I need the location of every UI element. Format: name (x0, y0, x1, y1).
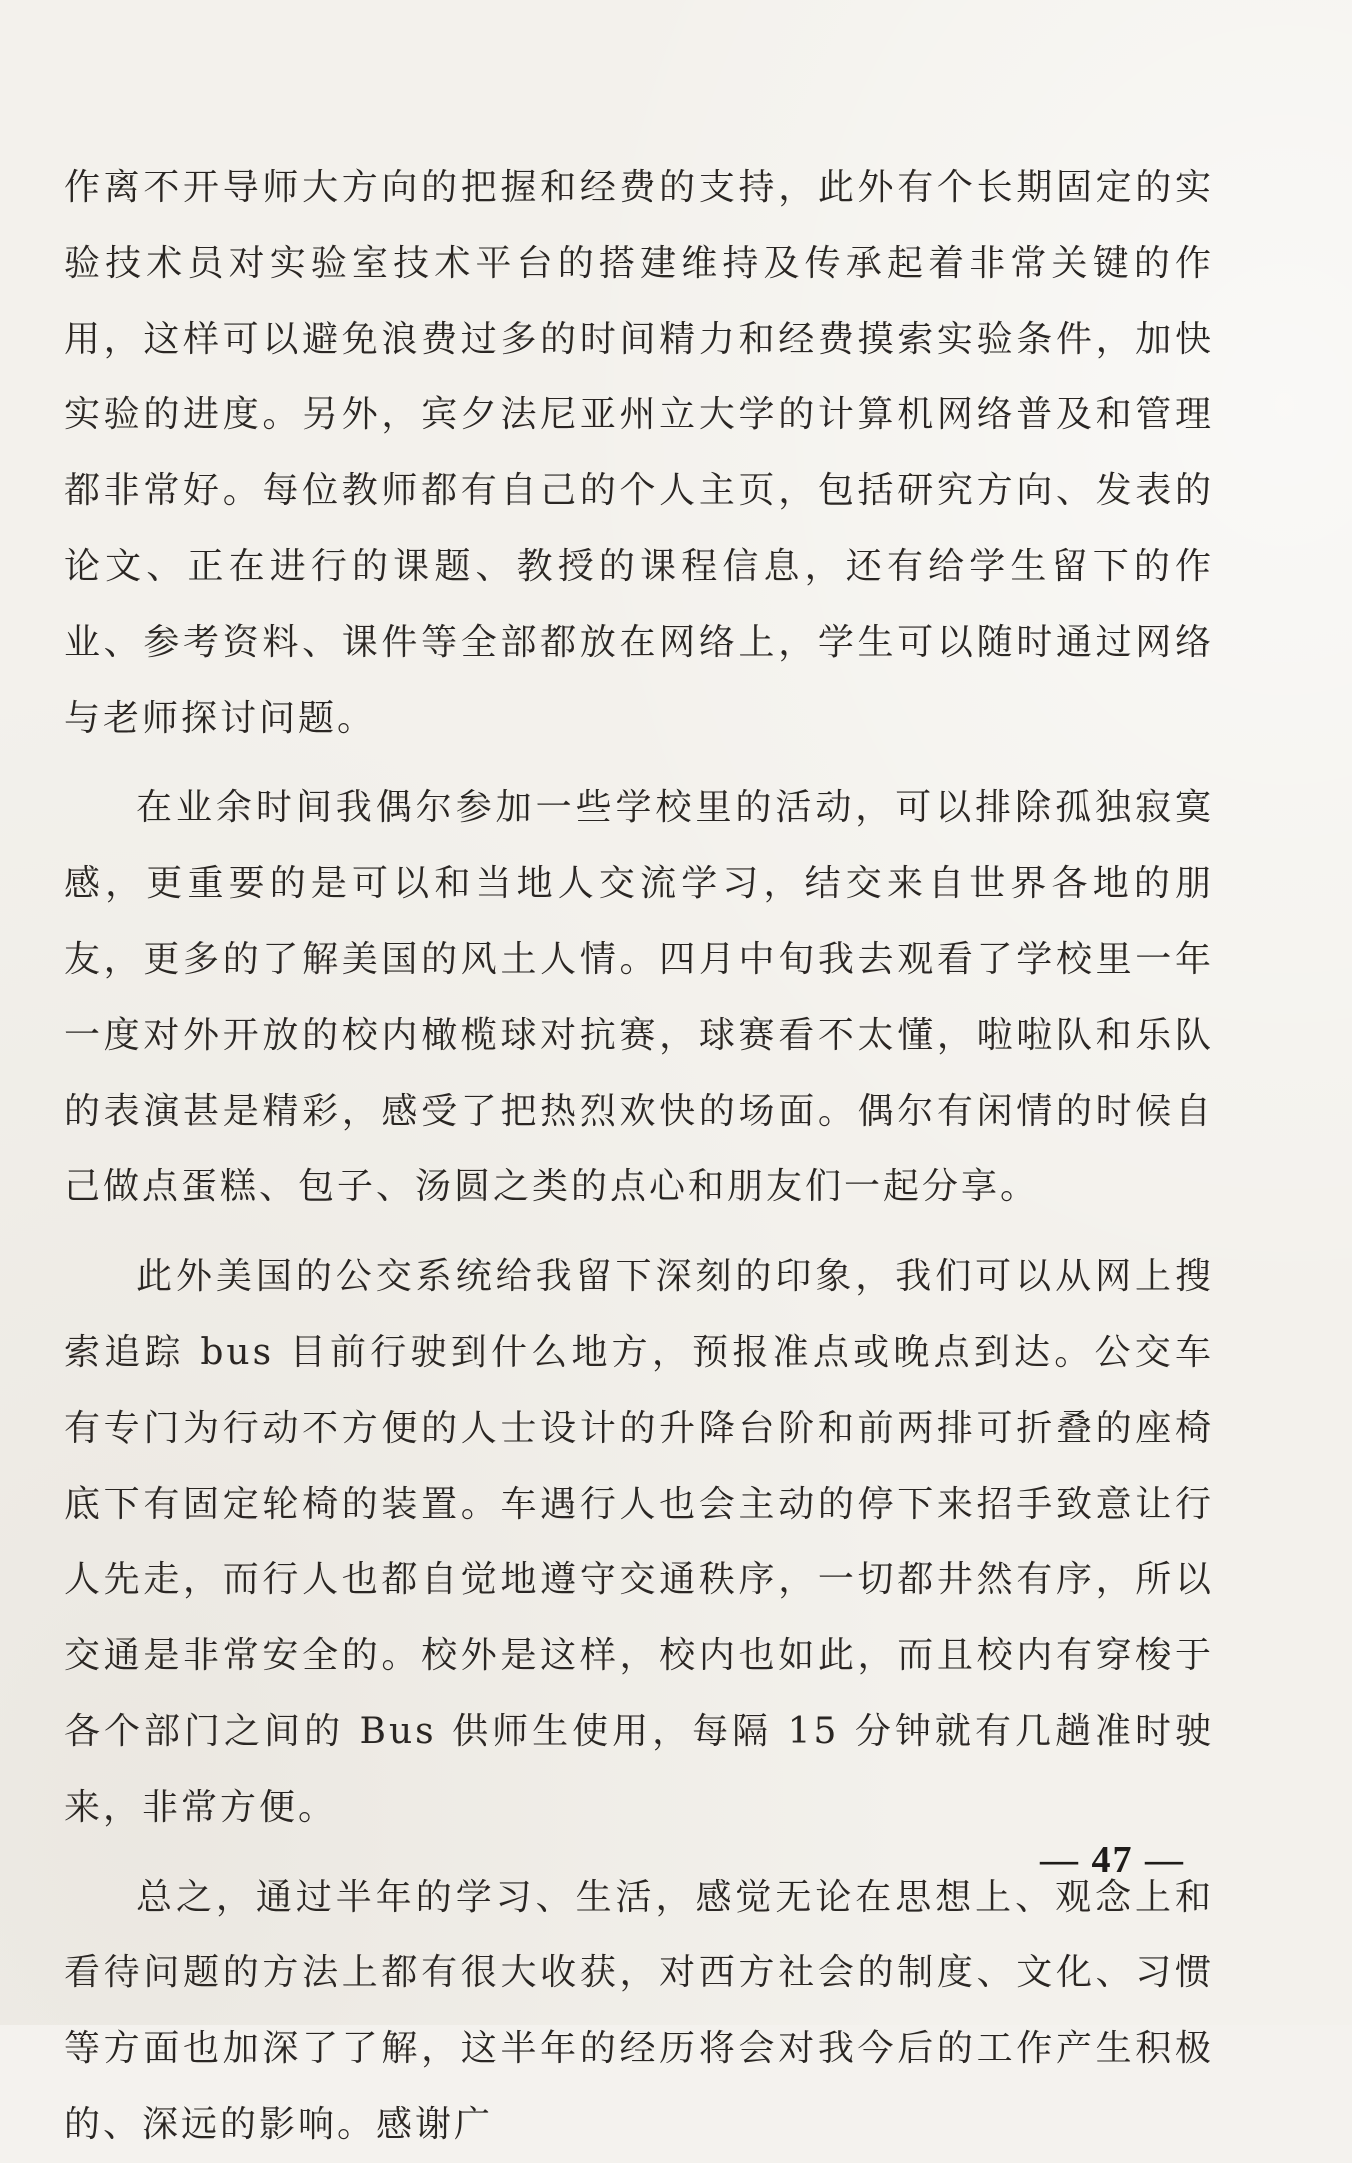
paragraph-leisure-activities: 在业余时间我偶尔参加一些学校里的活动，可以排除孤独寂寞感，更重要的是可以和当地人交流学习，结交来自世界各地的朋友，更多的了解美国的风土人情。四月中旬我去观看了学校里一年一度对外开放的校内橄榄球对抗赛，球赛看不太懂，啦啦队和乐队的表演甚是精彩，感受了把热烈欢快的场面。偶尔有闲情的时候自己做点蛋糕、包子、汤圆之类的点心和朋友们一起分享。 (64, 787, 1214, 1208)
paragraph-continuation: 作离不开导师大方向的把握和经费的支持，此外有个长期固定的实验技术员对实验室技术平台的搭建维持及传承起着非常关键的作用，这样可以避免浪费过多的时间精力和经费摸索实验条件，加快实验的进度。另外，宾夕法尼亚州立大学的计算机网络普及和管理都非常好。每位教师都有自己的个人主页，包括研究方向、发表的论文、正在进行的课题、教授的课程信息，还有给学生留下的作业、参考资料、课件等全部都放在网络上，学生可以随时通过网络与老师探讨问题。 (64, 167, 1214, 739)
paragraph-public-transit: 此外美国的公交系统给我留下深刻的印象，我们可以从网上搜索追踪 bus 目前行驶到什么地方，预报准点或晚点到达。公交车有专门为行动不方便的人士设计的升降台阶和前两排可折叠的座椅底下有固定轮椅的装置。车遇行人也会主动的停下来招手致意让行人先走，而行人也都自觉地遵守交通秩序，一切都井然有序，所以交通是非常安全的。校外是这样，校内也如此，而且校内有穿梭于各个部门之间的 Bus 供师生使用，每隔 15 分钟就有几趟准时驶来，非常方便。 (64, 1256, 1214, 1828)
paragraph-conclusion: 总之，通过半年的学习、生活，感觉无论在思想上、观念上和看待问题的方法上都有很大收获，对西方社会的制度、文化、习惯等方面也加深了了解，这半年的经历将会对我今后的工作产生积极的、深远的影响。感谢广 (64, 1876, 1214, 2145)
page-number: — 47 — (1040, 1839, 1185, 1881)
